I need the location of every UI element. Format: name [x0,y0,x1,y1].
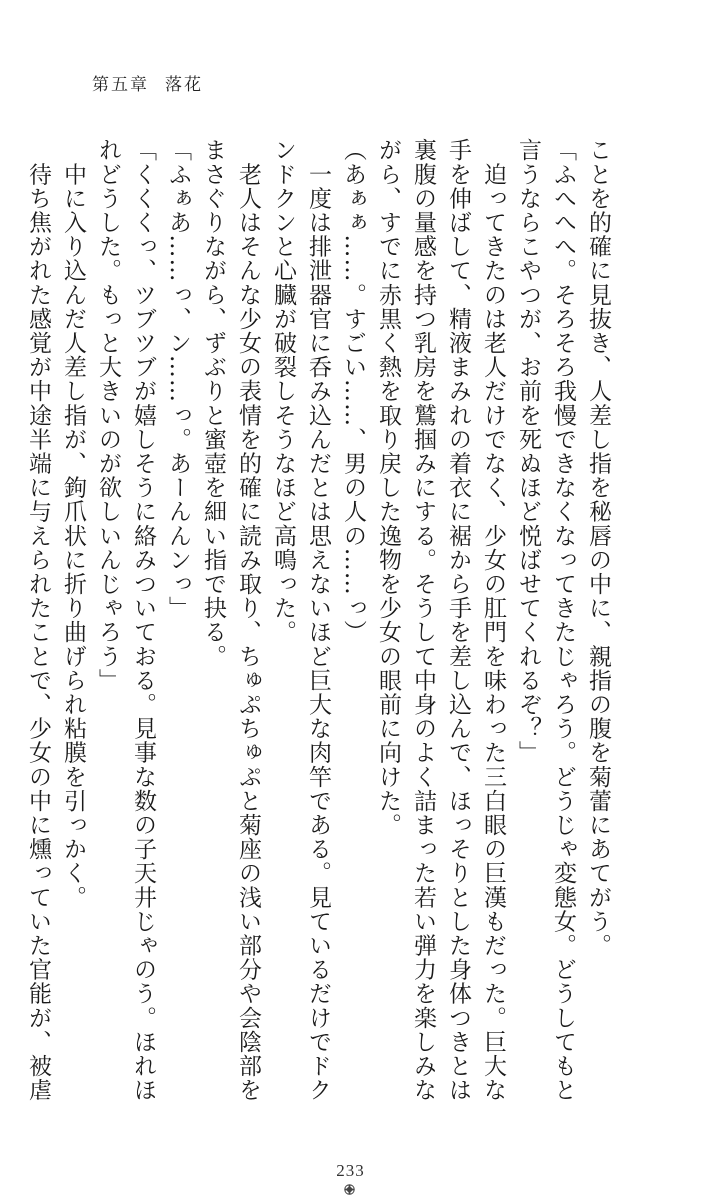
text-line: 手を伸ばして、精液まみれの着衣に裾から手を差し込んで、ほっそりとした身体つきとは [445,138,471,1102]
text-line: まさぐりながら、ずぶりと蜜壺を細い指で抉る。 [200,138,226,669]
text-line: 中に入り込んだ人差し指が、鉤爪状に折り曲げられ粘膜を引っかく。 [60,138,86,910]
text-line: 一度は排泄器官に呑み込んだとは思えないほど巨大な肉竿である。見ているだけでドク [305,138,331,1102]
text-line: がら、すでに赤黒く熱を取り戻した逸物を少女の眼前に向けた。 [375,138,401,837]
text-line: 「ふぁあ……っ、ン……っ。あーんんンっ」 [165,138,191,620]
text-line: 迫ってきたのは老人だけでなく、少女の肛門を味わった三白眼の巨漢もだった。巨大な [480,138,506,1102]
text-line: （あぁぁ……。すごい……、男の人の……っ） [340,138,366,645]
text-line: 「くくくっ、ツブツブが嬉しそうに絡みついておる。見事な数の子天井じゃのう。ほれほ [130,138,156,1102]
text-line: 言うならこやつが、お前を死ぬほど悦ばせてくれるぞ？」 [515,138,541,765]
text-line: 「ふへへへ。そろそろ我慢できなくなってきたじゃろう。どうじゃ変態女。どうしてもと [550,138,576,1102]
flower-ornament-icon [344,1184,355,1195]
text-line: ンドクンと心臓が破裂しそうなほど高鳴った。 [270,138,296,645]
chapter-label: 第五章 [92,75,149,95]
vertical-text-body [20,138,615,1102]
text-line: ことを的確に見抜き、人差し指を秘唇の中に、親指の腹を菊蕾にあてがう。 [585,138,611,958]
page-number: 233 [336,1161,365,1180]
text-line: 裏腹の量感を持つ乳房を鷲掴みにする。そうして中身のよく詰まった若い弾力を楽しみな [410,138,436,1102]
text-line: れどうした。もっと大きいのが欲しいんじゃろう」 [95,138,121,693]
text-line: 待ち焦がれた感覚が中途半端に与えられたことで、少女の中に燻っていた官能が、被虐 [25,138,51,1102]
text-line: 老人はそんな少女の表情を的確に読み取り、ちゅぷちゅぷと菊座の浅い部分や会陰部を [235,138,261,1102]
chapter-title: 落花 [165,75,203,95]
running-head [92,70,203,95]
